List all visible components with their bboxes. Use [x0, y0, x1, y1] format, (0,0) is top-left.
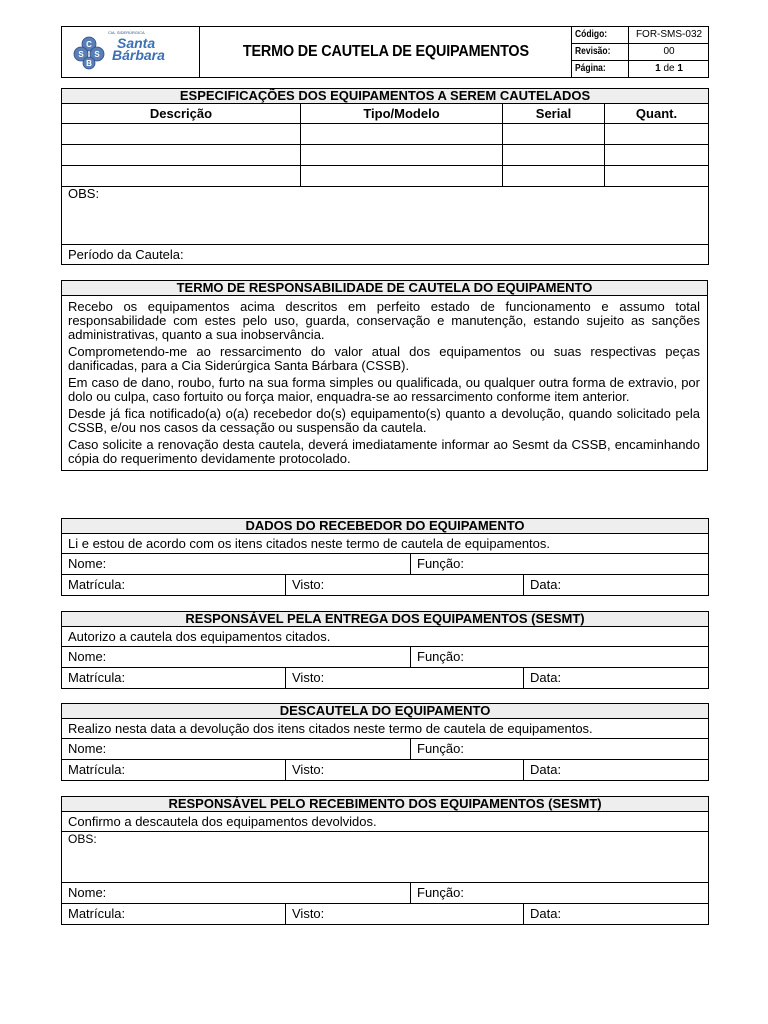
data-label: Data: [530, 906, 562, 921]
serial-cell[interactable] [503, 124, 605, 145]
visto-field[interactable] [286, 760, 524, 781]
term-text [62, 296, 708, 471]
visto-label: Visto: [292, 906, 325, 921]
matricula-field[interactable] [62, 575, 286, 596]
pagina-row [572, 61, 708, 77]
data-field[interactable] [524, 760, 709, 781]
company-logo [62, 27, 200, 77]
term-paragraph: Desde já fica notificado(a) o(a) recebedor do(s) equipamento(s) quanto a devolução, quando solicitado pela CSSB, e/ou nos casos da cessação ou suspensão da cautela. [68, 406, 700, 435]
nome-label: Nome: [68, 741, 107, 756]
table-row [62, 124, 709, 145]
logo-word-santa: Santa [117, 35, 156, 51]
pagina-value [628, 61, 709, 77]
quant-cell[interactable] [605, 124, 709, 145]
recebedor-statement: Li e estou de acordo com os itens citados neste termo de cautela de equipamentos. [62, 534, 709, 554]
data-label: Data: [530, 670, 562, 685]
document-meta [572, 27, 708, 77]
entrega-section-title: RESPONSÁVEL PELA ENTREGA DOS EQUIPAMENTOS (SESMT) [62, 612, 709, 627]
funcao-field[interactable] [411, 739, 709, 760]
term-paragraph: Em caso de dano, roubo, furto na sua forma simples ou qualificada, ou qualquer outra forma de extravio, por dolo ou culpa, caso fortuito ou força maior, enquadra-se ao ressarcimento conforme item anterior. [68, 375, 700, 404]
funcao-label: Função: [417, 885, 464, 900]
entrega-statement: Autorizo a cautela dos equipamentos citados. [62, 627, 709, 647]
revisao-value: 00 [628, 44, 709, 60]
logo-tagline: CIA. SIDERÚRGICA [108, 30, 145, 35]
codigo-row [572, 27, 708, 44]
serial-cell[interactable] [503, 166, 605, 187]
matricula-field[interactable] [62, 904, 286, 925]
column-header-serial: Serial [503, 104, 605, 124]
svg-text:B: B [86, 59, 92, 68]
matricula-label: Matrícula: [68, 762, 126, 777]
tipo-modelo-cell[interactable] [301, 124, 503, 145]
pagina-label: Página: [575, 63, 606, 74]
period-field[interactable] [62, 245, 709, 265]
table-row [62, 166, 709, 187]
term-section-title: TERMO DE RESPONSABILIDADE DE CAUTELA DO EQUIPAMENTO [62, 281, 708, 296]
recebimento-statement: Confirmo a descautela dos equipamentos devolvidos. [62, 812, 709, 832]
descautela-statement: Realizo nesta data a devolução dos itens citados neste termo de cautela de equipamentos. [62, 719, 709, 739]
svg-text:S: S [78, 50, 84, 59]
nome-label: Nome: [68, 556, 107, 571]
column-header-tipo-modelo: Tipo/Modelo [301, 104, 503, 124]
recebedor-section-title: DADOS DO RECEBEDOR DO EQUIPAMENTO [62, 519, 709, 534]
nome-field[interactable] [62, 883, 411, 904]
data-field[interactable] [524, 575, 709, 596]
obs-label: OBS: [68, 832, 97, 846]
codigo-value: FOR-SMS-032 [628, 27, 709, 43]
matricula-label: Matrícula: [68, 577, 126, 592]
codigo-label: Código: [575, 29, 608, 40]
revisao-label: Revisão: [575, 46, 611, 57]
serial-cell[interactable] [503, 145, 605, 166]
recebimento-section [61, 796, 709, 925]
visto-field[interactable] [286, 904, 524, 925]
descautela-section [61, 703, 709, 781]
visto-field[interactable] [286, 668, 524, 689]
funcao-label: Função: [417, 556, 464, 571]
matricula-field[interactable] [62, 668, 286, 689]
term-table [61, 280, 708, 471]
nome-field[interactable] [62, 647, 411, 668]
column-header-quant: Quant. [605, 104, 709, 124]
descricao-cell[interactable] [62, 145, 301, 166]
recebimento-section-title: RESPONSÁVEL PELO RECEBIMENTO DOS EQUIPAMENTOS (SESMT) [62, 797, 709, 812]
funcao-label: Função: [417, 741, 464, 756]
document-header [61, 26, 709, 78]
term-paragraph: Recebo os equipamentos acima descritos em perfeito estado de funcionamento e assumo total responsabilidade com estes pelo uso, guarda, conservação e manutenção, estando sujeito as sanções administrativas, quanto a sua inobservância. [68, 299, 700, 342]
equipment-table [61, 88, 709, 265]
svg-text:S: S [94, 50, 100, 59]
obs-field[interactable] [62, 832, 709, 883]
table-row [62, 145, 709, 166]
tipo-modelo-cell[interactable] [301, 166, 503, 187]
matricula-label: Matrícula: [68, 670, 126, 685]
funcao-field[interactable] [411, 554, 709, 575]
data-label: Data: [530, 577, 562, 592]
logo-word-barbara: Bárbara [112, 47, 165, 63]
document-title: TERMO DE CAUTELA DE EQUIPAMENTOS [242, 43, 529, 60]
pagina-total: 1 [677, 63, 683, 74]
visto-field[interactable] [286, 575, 524, 596]
nome-field[interactable] [62, 739, 411, 760]
nome-field[interactable] [62, 554, 411, 575]
entrega-section [61, 611, 709, 689]
visto-label: Visto: [292, 670, 325, 685]
data-field[interactable] [524, 904, 709, 925]
descricao-cell[interactable] [62, 124, 301, 145]
svg-text:C: C [86, 40, 92, 49]
equipment-section-title: ESPECIFICAÇÕES DOS EQUIPAMENTOS A SEREM CAUTELADOS [62, 89, 709, 104]
visto-label: Visto: [292, 577, 325, 592]
data-field[interactable] [524, 668, 709, 689]
descricao-cell[interactable] [62, 166, 301, 187]
pagina-current: 1 [655, 63, 661, 74]
obs-label: OBS: [68, 186, 100, 201]
column-header-descricao: Descrição [62, 104, 301, 124]
descautela-section-title: DESCAUTELA DO EQUIPAMENTO [62, 704, 709, 719]
funcao-label: Função: [417, 649, 464, 664]
matricula-label: Matrícula: [68, 906, 126, 921]
quant-cell[interactable] [605, 166, 709, 187]
pagina-of: de [663, 63, 675, 74]
title-box [200, 27, 572, 77]
funcao-field[interactable] [411, 647, 709, 668]
term-paragraph: Comprometendo-me ao ressarcimento do valor atual dos equipamentos ou suas respectivas peças danificadas, para a Cia Siderúrgica Santa Bárbara (CSSB). [68, 344, 700, 373]
matricula-field[interactable] [62, 760, 286, 781]
obs-field[interactable] [62, 187, 709, 245]
data-label: Data: [530, 762, 562, 777]
revisao-row [572, 44, 708, 61]
term-paragraph: Caso solicite a renovação desta cautela, deverá imediatamente informar ao Sesmt da CSSB, encaminhando cópia do requerimento devidamente protocolado. [68, 437, 700, 466]
visto-label: Visto: [292, 762, 325, 777]
tipo-modelo-cell[interactable] [301, 145, 503, 166]
funcao-field[interactable] [411, 883, 709, 904]
period-label: Período da Cautela: [68, 247, 184, 262]
recebedor-section [61, 518, 709, 596]
nome-label: Nome: [68, 649, 107, 664]
nome-label: Nome: [68, 885, 107, 900]
quant-cell[interactable] [605, 145, 709, 166]
